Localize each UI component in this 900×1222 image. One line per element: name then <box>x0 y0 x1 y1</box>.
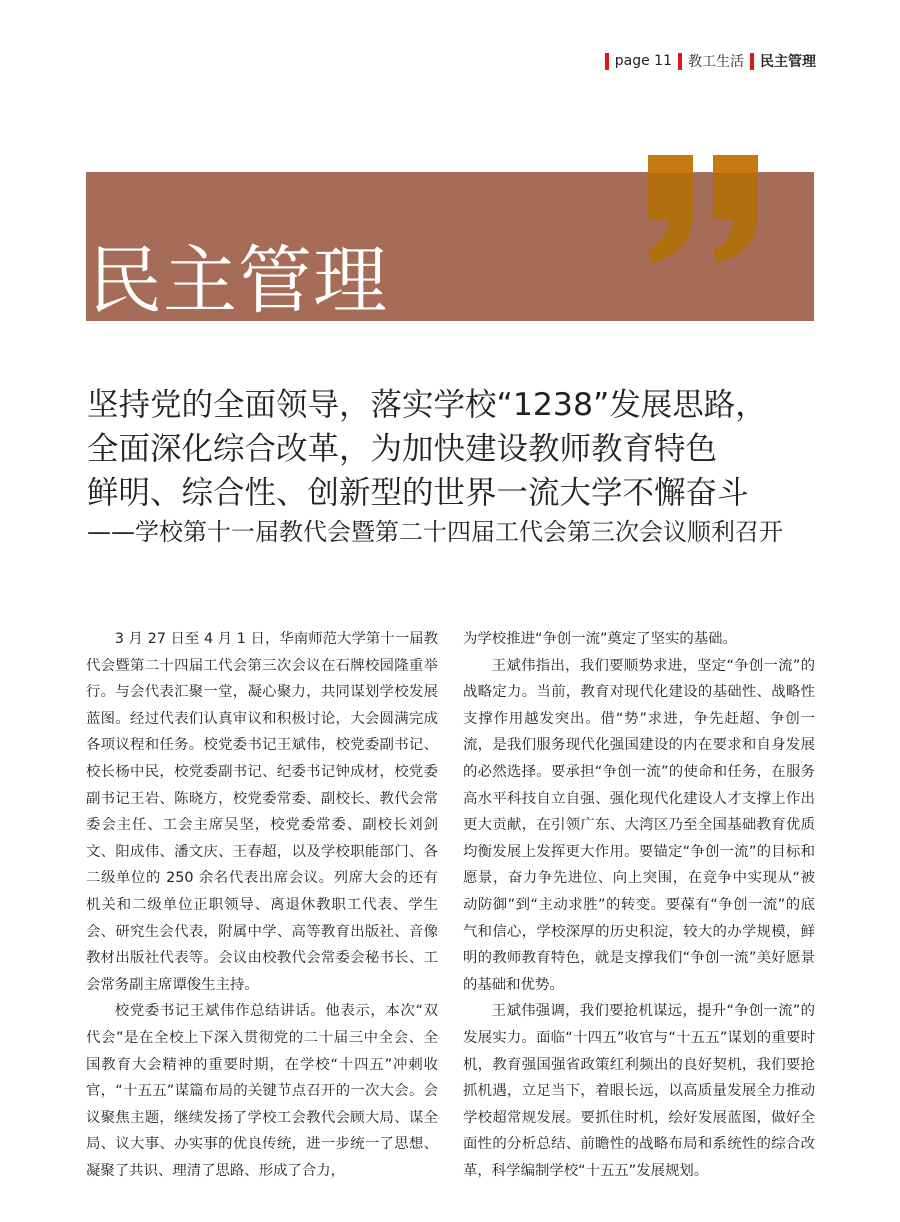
paragraph-continuation: 为学校推进“争创一流”奠定了坚实的基础。 <box>463 631 737 647</box>
header-bar-icon <box>750 53 754 70</box>
headline-line-2: 全面深化综合改革，为加快建设教师教育特色 <box>87 431 718 467</box>
article-headline <box>87 383 827 515</box>
header-page <box>605 53 672 70</box>
headline-line-1: 坚持党的全面领导，落实学校“1238”发展思路， <box>87 387 767 423</box>
article-subtitle: ——学校第十一届教代会暨第二十四届工代会第三次会议顺利召开 <box>87 518 783 546</box>
header-bar-icon <box>605 53 609 70</box>
header-section <box>678 51 744 71</box>
paragraph: 3 月 27 日至 4 月 1 日，华南师范大学第十一届教代会暨第二十四届工代会第三次会议在石牌校园隆重举行。与会代表汇聚一堂，凝心聚力，共同谋划学校发展蓝图。经过代表们认真审议和积极讨论，大会圆满完成各项议程和任务。校党委书记王斌伟，校党委副书记、校长杨中民，校党委副书记、纪委书记钟成材，校党委副书记王岩、陈晓方，校党委常委、副校长、教代会常委会主任、工会主席吴坚，校党委常委、副校长刘剑文、阳成伟、潘文庆、王春超，以及学校职能部门、各二级单位的 250 余名代表出席会议。列席大会的还有机关和二级单位正职领导、离退休教职工代表、学生会、研究生会代表，附属中学、高等教育出版社、音像教材出版社代表等。会议由校教代会常委会秘书长、工会常务副主席谭俊生主持。 <box>86 631 438 993</box>
body-column-left <box>86 626 438 1184</box>
header-page-number: page 11 <box>614 53 672 69</box>
running-header <box>605 51 816 71</box>
banner-title: 民主管理 <box>88 238 388 324</box>
header-bar-icon <box>678 53 682 70</box>
header-section-label: 教工生活 <box>688 54 744 70</box>
paragraph: 校党委书记王斌伟作总结讲话。他表示，本次“双代会”是在全校上下深入贯彻党的二十届三中全会、全国教育大会精神的重要时期，在学校“十四五”冲刺收官，“十五五”谋篇布局的关键节点召开的一次大会。会议聚焦主题，继续发扬了学校工会教代会顾大局、谋全局、议大事、办实事的优良传统，进一步统一了思想、凝聚了共识、理清了思路、形成了合力， <box>86 1003 438 1179</box>
quote-mark-icon <box>638 155 768 265</box>
body-column-right <box>463 626 815 1184</box>
headline-line-3: 鲜明、综合性、创新型的世界一流大学不懈奋斗 <box>87 475 749 511</box>
header-subsection-label: 民主管理 <box>760 54 816 70</box>
header-subsection <box>750 51 816 71</box>
paragraph: 王斌伟指出，我们要顺势求进，坚定“争创一流”的战略定力。当前，教育对现代化建设的基础性、战略性支撑作用越发突出。借“势”求进，争先赶超、争创一流，是我们服务现代化强国建设的内在要求和自身发展的必然选择。要承担“争创一流”的使命和任务，在服务高水平科技自立自强、强化现代化建设人才支撑上作出更大贡献，在引领广东、大湾区乃至全国基础教育优质均衡发展上发挥更大作用。要锚定“争创一流”的目标和愿景，奋力争先进位、向上突围，在竞争中实现从“被动防御”到“主动求胜”的转变。要葆有“争创一流”的底气和信心，学校深厚的历史积淀，较大的办学规模，鲜明的教师教育特色，就是支撑我们“争创一流”美好愿景的基础和优势。 <box>463 657 815 993</box>
paragraph: 王斌伟强调，我们要抢机谋远，提升“争创一流”的发展实力。面临“十四五”收官与“十五五”谋划的重要时机，教育强国强省政策红利频出的良好契机，我们要抢抓机遇，立足当下，着眼长远，以高质量发展全力推动学校超常规发展。要抓住时机，绘好发展蓝图，做好全面性的分析总结、前瞻性的战略布局和系统性的综合改革，科学编制学校“十五五”发展规划。 <box>463 1003 815 1179</box>
